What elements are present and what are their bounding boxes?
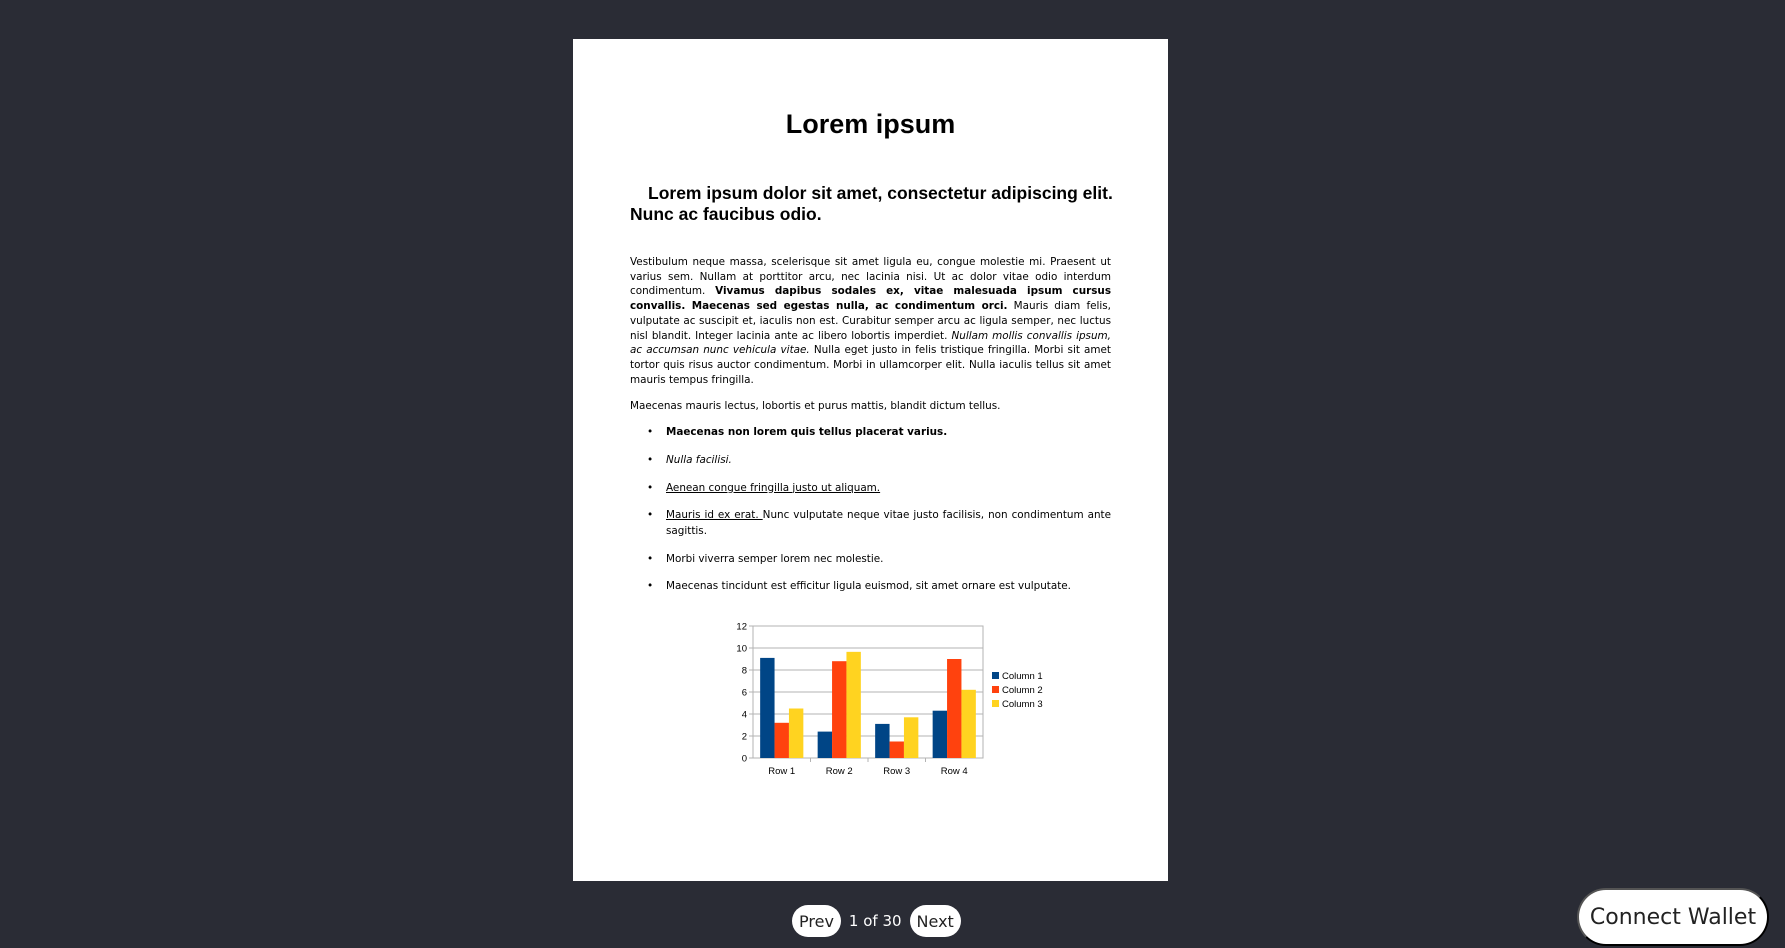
paragraph-2: Maecenas mauris lectus, lobortis et purus mattis, blandit dictum tellus. [630,400,1001,412]
next-button[interactable]: Next [910,905,961,937]
bar [832,661,846,758]
list-item-text: Nulla facilisi. [666,453,732,466]
bar [904,717,918,758]
list-item [630,579,1111,595]
list-item [630,481,1111,497]
paragraph-1-text-a: Vestibulum neque massa, scelerisque sit amet ligula eu, congue molestie mi. Praesent ut varius sem. Nullam at porttitor arcu, nec lacinia nisi. Ut ac dolor vitae odio interdum condimentum. [630,256,1111,298]
bullet-marker: • [647,580,654,593]
bullet-marker: • [647,426,654,438]
legend-swatch [992,672,999,679]
document-page [573,39,1168,881]
y-tick-label: 8 [741,665,747,677]
paragraph-1 [630,255,1111,387]
list-item-text-underlined: Mauris id ex erat. [666,509,763,522]
bar [846,652,860,758]
document-subtitle: Lorem ipsum dolor sit amet, consectetur adipiscing elit. Nunc ac faucibus odio. [630,183,1113,224]
bar [789,709,803,759]
x-tick-label: Row 4 [940,766,968,777]
bar [775,723,789,758]
connect-wallet-button[interactable]: Connect Wallet [1577,888,1769,946]
paragraph-1-text-b: Mauris diam felis, vulputate ac suscipit et, iaculis non est. Curabitur semper arcu ac ligula semper, nec luctus nisl blandit. Integer lacinia ante ac libero lobortis imperdiet. [630,300,1111,342]
bar-chart [723,618,1053,823]
pagination [792,905,961,937]
bullet-marker: • [647,552,654,565]
bullet-marker: • [647,481,654,494]
y-tick-label: 0 [741,753,747,765]
bar [760,658,774,758]
bar [875,724,889,758]
bullet-marker: • [647,509,654,522]
list-item-text: Morbi viverra semper lorem nec molestie. [666,552,884,565]
list-item-text: Aenean congue fringilla justo ut aliquam. [666,481,881,494]
list-item [630,425,1111,441]
x-tick-label: Row 3 [883,766,911,777]
x-tick-label: Row 1 [768,766,796,777]
page-indicator: 1 of 30 [848,912,902,930]
document-title: Lorem ipsum [785,109,956,139]
y-tick-label: 2 [741,731,747,743]
bar [947,659,961,758]
list-item-text: Maecenas non lorem quis tellus placerat varius. [666,426,948,438]
bar [890,742,904,759]
legend-swatch [992,686,999,693]
legend-label: Column 2 [1002,685,1043,696]
bar [961,690,975,758]
bar [818,732,832,758]
y-tick-label: 10 [736,643,747,655]
list-item [630,508,1111,539]
prev-button[interactable]: Prev [792,905,841,937]
list-item-text: Nunc vulputate neque vitae justo facilisis, non condimentum ante sagittis. [666,509,1111,537]
list-item [630,453,1111,469]
legend-label: Column 3 [1002,699,1043,710]
list-item [630,552,1111,568]
bar [933,711,947,758]
paragraph-1-text-c: Nulla eget justo in felis tristique fringilla. Morbi sit amet tortor quis risus auctor condimentum. Morbi in ullamcorper elit. Nulla iaculis tellus sit amet mauris tempus fringilla. [630,344,1111,386]
y-tick-label: 12 [736,621,747,633]
y-tick-label: 4 [741,709,747,721]
list-item-text: Maecenas tincidunt est efficitur ligula euismod, sit amet ornare est vulputate. [666,580,1071,593]
legend-swatch [992,700,999,707]
legend-label: Column 1 [1002,671,1043,682]
y-tick-label: 6 [741,687,747,699]
bullet-list [630,425,1111,595]
bullet-marker: • [647,453,654,466]
paragraph-1-italic: Nullam mollis convallis ipsum, ac accumsan nunc vehicula vitae. [630,329,1111,357]
x-tick-label: Row 2 [825,766,853,777]
paragraph-1-bold: Vivamus dapibus sodales ex, vitae malesuada ipsum cursus convallis. Maecenas sed egestas nulla, ac condimentum orci. [630,285,1111,313]
